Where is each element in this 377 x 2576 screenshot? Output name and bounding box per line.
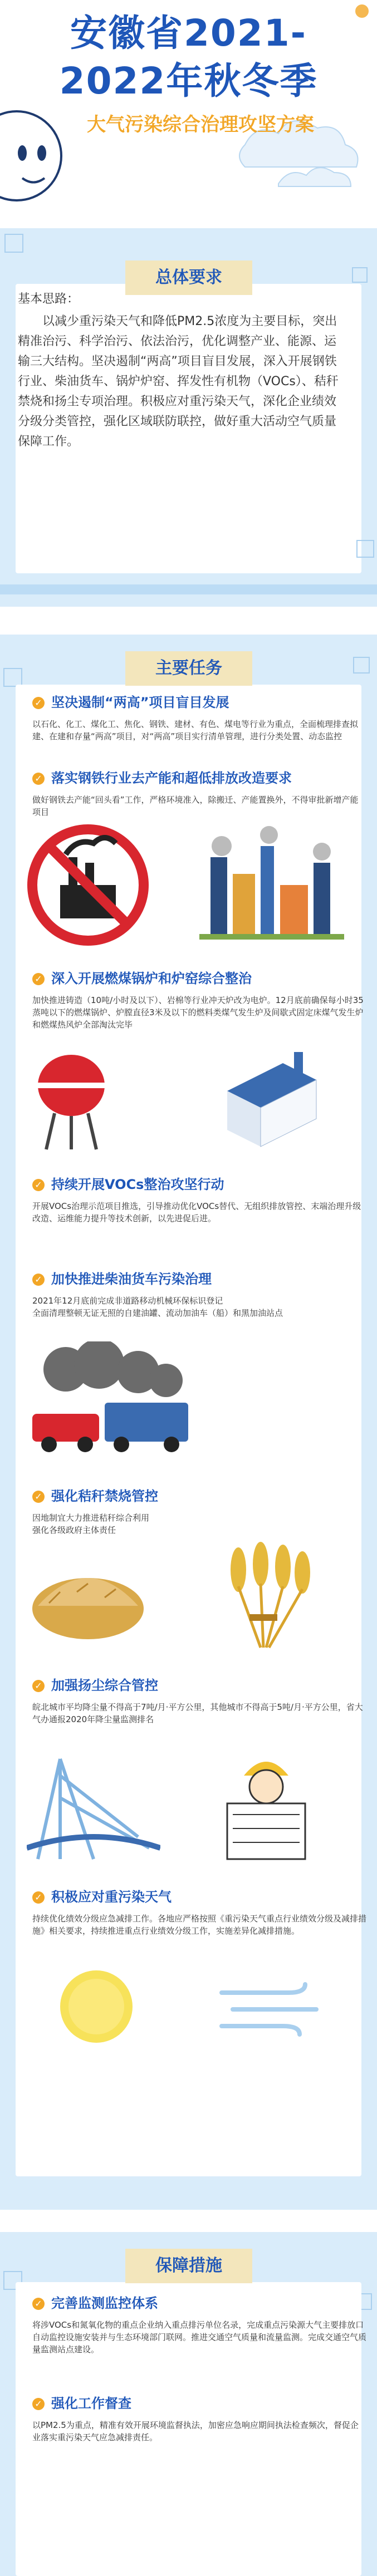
- overview-paragraph: 以减少重污染天气和降低PM2.5浓度为主要目标，突出精准治污、科学治污、依法治污，优化调整产业、能源、运输三大结构。坚决遏制“两高”项目盲目发展，深入开展钢铁行业、柴油货车、锅炉炉窑、挥发性有机物（VOCs）、秸秆禁烧和扬尘专项治理。积极应对重污染天气，深化企业绩效分级分类管控，强化区域联防联控，做好重大活动空气质量保障工作。: [18, 314, 339, 449]
- wind-icon: [216, 1976, 327, 2043]
- decorative-square: [4, 234, 23, 253]
- task-title-text: 持续开展VOCs整治攻坚行动: [51, 1177, 224, 1192]
- check-icon: ✓: [32, 773, 45, 785]
- task-title-text: 加快推进柴油货车污染治理: [51, 1271, 212, 1287]
- measure-title-text: 完善监测监控体系: [51, 2295, 158, 2311]
- task-title-2: [32, 768, 292, 788]
- check-icon: ✓: [32, 1491, 45, 1503]
- check-icon: ✓: [32, 973, 45, 985]
- check-icon: ✓: [32, 1891, 45, 1904]
- sun-icon: [55, 1965, 138, 2048]
- task-title-8: [32, 1887, 172, 1907]
- check-icon: ✓: [32, 1274, 45, 1286]
- haystack-icon: [27, 1553, 149, 1642]
- construction-worker-icon: [210, 1748, 322, 1865]
- task-title-4: [32, 1174, 224, 1194]
- measure-text-2: 以PM2.5为重点，精准有效开展环境监督执法，加密应急响应期间执法检查频次，督促企业落实重污染天气应急减排责任。: [32, 2420, 359, 2442]
- decorative-square: [356, 540, 374, 558]
- task-title-6: [32, 1486, 158, 1506]
- task-title-text: 落实钢铁行业去产能和超低排放改造要求: [51, 770, 292, 786]
- overview-heading: 总体要求: [125, 260, 252, 295]
- tasks-panel: [0, 635, 377, 2210]
- tasks-heading: 主要任务: [125, 651, 252, 686]
- header: [0, 0, 377, 228]
- task-text-2: 做好钢铁去产能“回头看”工作，严格环境准入，除搬迁、产能置换外，不得审批新增产能项目: [32, 795, 359, 817]
- task-text-5: 2021年12月底前完成非道路移动机械环保标识登记 全面清理整顿无证无照的自建油罐、流动加油车（船）和黑加油站点: [32, 1296, 283, 1318]
- measure-text-1: 将涉VOCs和氮氧化物的重点企业纳入重点排污单位名录，完成重点污染源大气主要排放口自动监控设施安装并与生态环境部门联网。推进交通空气质量和流量监测。完成交通空气质量监测站点建设。: [32, 2320, 367, 2354]
- industrial-city-icon: [199, 824, 344, 946]
- tasks-card: [16, 685, 367, 2176]
- task-text-7: 皖北城市平均降尘量不得高于7吨/月·平方公里，其他城市不得高于5吨/月·平方公里，省大气办通报2020年降尘量监测排名: [32, 1702, 363, 1724]
- task-title-text: 加强扬尘综合管控: [51, 1678, 158, 1693]
- measures-heading: 保障措施: [125, 2249, 252, 2283]
- measure-title-2: [32, 2393, 131, 2413]
- task-text-8: 持续优化绩效分级应急减排工作。各地应严格按照《重污染天气重点行业绩效分级及减排措施》相关要求，持续推进重点行业绩效分级工作，实施差异化减排措施。: [32, 1914, 367, 1936]
- task-title-3: [32, 969, 252, 989]
- decorative-square: [353, 657, 370, 674]
- task-text-3: 加快推进铸造（10吨/小时及以下）、岩棉等行业冲天炉改为电炉。12月底前确保每小时35蒸吨以下的燃煤锅炉、炉膛直径3米及以下的燃料类煤气发生炉及间歇式固定床煤气发生炉和燃煤热风炉全部淘汰完毕: [32, 995, 364, 1030]
- decorative-square: [352, 267, 368, 283]
- title-line-1: 安徽省2021-: [70, 12, 307, 55]
- charcoal-grill-icon: [32, 1052, 110, 1152]
- title-line-2: 2022年秋冬季: [59, 60, 318, 102]
- task-title-text: 坚决遏制“两高”项目盲目发展: [51, 695, 229, 710]
- factory-building-icon: [216, 1052, 327, 1152]
- task-title-text: 深入开展燃煤锅炉和炉窑综合整治: [51, 971, 252, 986]
- task-title-text: 积极应对重污染天气: [51, 1889, 172, 1905]
- measures-card: [16, 2282, 367, 2576]
- decorative-square: [0, 584, 377, 594]
- check-icon: ✓: [32, 697, 45, 709]
- task-title-7: [32, 1675, 158, 1695]
- check-icon: ✓: [32, 2398, 45, 2410]
- measures-panel: [0, 2232, 377, 2576]
- bridge-icon: [27, 1753, 160, 1865]
- task-text-4: 开展VOCs治理示范项目推选，引导推动优化VOCs替代、无组织排放管控、末端治理升级改造、运维能力提升等技术创新，以先进促后进。: [32, 1201, 361, 1223]
- task-title-text: 强化秸秆禁烧管控: [51, 1488, 158, 1504]
- check-icon: ✓: [32, 1680, 45, 1692]
- task-text-1: 以石化、化工、煤化工、焦化、钢铁、建材、有色、煤电等行业为重点，全面梳理排查拟建、在建和存量“两高”项目，对“两高”项目实行清单管理，进行分类处置、动态监控: [32, 719, 359, 741]
- check-icon: ✓: [32, 1179, 45, 1191]
- check-icon: ✓: [32, 2298, 45, 2310]
- no-pollution-sign-icon: [27, 824, 149, 946]
- task-title-5: [32, 1269, 212, 1289]
- traffic-smog-icon: [21, 1341, 205, 1464]
- overview-card: [16, 284, 361, 573]
- task-title-1: [32, 692, 229, 712]
- wheat-bundle-icon: [205, 1542, 327, 1653]
- decorative-square: [3, 668, 22, 687]
- subtitle: 大气污染综合治理攻坚方案: [87, 114, 314, 136]
- measure-title-1: [32, 2293, 158, 2313]
- intro-label: 基本思路：: [18, 292, 80, 306]
- measure-title-text: 强化工作督查: [51, 2396, 131, 2411]
- task-text-6: 因地制宜大力推进秸秆综合利用 强化各级政府主体责任: [32, 1513, 150, 1535]
